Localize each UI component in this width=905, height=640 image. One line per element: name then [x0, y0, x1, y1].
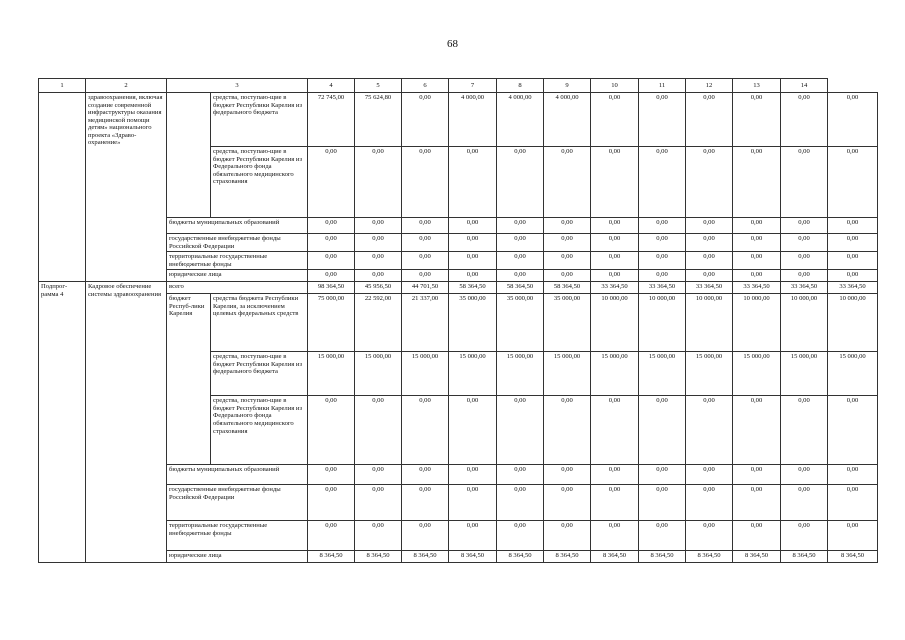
- source-label-cell: территориальные государственные внебюджетные фонды: [167, 252, 308, 270]
- header-cell: 2: [86, 79, 167, 93]
- value-cell: 0,00: [449, 147, 497, 218]
- value-cell: 0,00: [497, 252, 544, 270]
- value-cell: 0,00: [544, 396, 591, 465]
- value-cell: 0,00: [828, 218, 878, 234]
- value-cell: 15 000,00: [828, 352, 878, 396]
- value-cell: 0,00: [449, 396, 497, 465]
- total-label-cell: всего: [167, 282, 308, 294]
- header-cell: 10: [591, 79, 639, 93]
- value-cell: 0,00: [308, 270, 355, 282]
- value-cell: 35 000,00: [544, 294, 591, 352]
- budget-label-cell: бюджет Респуб-лики Карелия: [167, 294, 211, 465]
- value-cell: 8 364,50: [686, 551, 733, 563]
- value-cell: 0,00: [591, 465, 639, 485]
- value-cell: 0,00: [308, 485, 355, 521]
- header-cell: 1: [39, 79, 86, 93]
- value-cell: 0,00: [308, 465, 355, 485]
- value-cell: 0,00: [781, 521, 828, 551]
- value-cell: 0,00: [686, 465, 733, 485]
- value-cell: 0,00: [402, 521, 449, 551]
- source-label-cell: средства, поступаю-щие в бюджет Республики Карелия из Федерального фонда обязательного медицинского страхования: [211, 396, 308, 465]
- value-cell: 0,00: [591, 93, 639, 147]
- subprogram-cell: Подпрог-рамма 4: [39, 282, 86, 563]
- value-cell: 0,00: [781, 234, 828, 252]
- value-cell: 0,00: [828, 521, 878, 551]
- value-cell: 0,00: [781, 270, 828, 282]
- value-cell: 45 956,50: [355, 282, 402, 294]
- value-cell: 0,00: [828, 234, 878, 252]
- value-cell: 0,00: [686, 252, 733, 270]
- value-cell: 75 000,00: [308, 294, 355, 352]
- value-cell: 10 000,00: [781, 294, 828, 352]
- value-cell: 0,00: [402, 270, 449, 282]
- header-cell: 3: [167, 79, 308, 93]
- value-cell: 33 364,50: [781, 282, 828, 294]
- value-cell: 0,00: [591, 252, 639, 270]
- value-cell: 0,00: [733, 396, 781, 465]
- value-cell: 15 000,00: [733, 352, 781, 396]
- value-cell: 0,00: [449, 465, 497, 485]
- value-cell: 8 364,50: [497, 551, 544, 563]
- header-cell: 5: [355, 79, 402, 93]
- value-cell: 8 364,50: [308, 551, 355, 563]
- value-cell: 0,00: [402, 485, 449, 521]
- source-label-cell: средства бюджета Республики Карелия, за исключением целевых федеральных средств: [211, 294, 308, 352]
- value-cell: 33 364,50: [639, 282, 686, 294]
- value-cell: 0,00: [449, 270, 497, 282]
- header-row: [39, 79, 878, 93]
- program-cell: [39, 93, 86, 282]
- value-cell: 0,00: [355, 521, 402, 551]
- header-cell: 9: [544, 79, 591, 93]
- value-cell: 0,00: [355, 252, 402, 270]
- value-cell: 22 592,00: [355, 294, 402, 352]
- value-cell: 0,00: [544, 521, 591, 551]
- value-cell: 0,00: [449, 521, 497, 551]
- value-cell: 0,00: [497, 485, 544, 521]
- value-cell: 0,00: [402, 465, 449, 485]
- value-cell: 10 000,00: [686, 294, 733, 352]
- value-cell: 15 000,00: [497, 352, 544, 396]
- value-cell: 0,00: [639, 93, 686, 147]
- value-cell: 10 000,00: [733, 294, 781, 352]
- value-cell: 0,00: [639, 485, 686, 521]
- value-cell: 0,00: [355, 396, 402, 465]
- source-label-cell: средства, поступаю-щие в бюджет Республики Карелия из федерального бюджета: [211, 352, 308, 396]
- value-cell: 0,00: [308, 521, 355, 551]
- header-cell: 13: [733, 79, 781, 93]
- value-cell: 0,00: [733, 521, 781, 551]
- value-cell: 10 000,00: [591, 294, 639, 352]
- value-cell: 0,00: [355, 270, 402, 282]
- value-cell: 0,00: [733, 218, 781, 234]
- page-number: 68: [447, 38, 458, 50]
- value-cell: 0,00: [497, 396, 544, 465]
- value-cell: 10 000,00: [828, 294, 878, 352]
- value-cell: 0,00: [591, 521, 639, 551]
- value-cell: 44 701,50: [402, 282, 449, 294]
- value-cell: 0,00: [733, 93, 781, 147]
- value-cell: 8 364,50: [781, 551, 828, 563]
- value-cell: 8 364,50: [639, 551, 686, 563]
- header-cell: 12: [686, 79, 733, 93]
- value-cell: 4 000,00: [544, 93, 591, 147]
- activity-name-cell: здравоохранения, включая создание современной инфраструктуры оказания медицинской помощи детям» национального проекта «Здраво-охранение»: [86, 93, 167, 282]
- value-cell: 0,00: [686, 218, 733, 234]
- value-cell: 0,00: [449, 234, 497, 252]
- value-cell: 0,00: [781, 485, 828, 521]
- header-cell: 8: [497, 79, 544, 93]
- value-cell: 0,00: [733, 465, 781, 485]
- value-cell: 0,00: [497, 521, 544, 551]
- value-cell: 21 337,00: [402, 294, 449, 352]
- value-cell: 15 000,00: [449, 352, 497, 396]
- value-cell: 0,00: [781, 218, 828, 234]
- value-cell: 8 364,50: [828, 551, 878, 563]
- value-cell: 8 364,50: [733, 551, 781, 563]
- value-cell: 0,00: [591, 396, 639, 465]
- source-label-cell: средства, поступаю-щие в бюджет Республики Карелия из федерального бюджета: [211, 93, 308, 147]
- value-cell: 0,00: [639, 270, 686, 282]
- value-cell: 0,00: [449, 485, 497, 521]
- value-cell: 0,00: [639, 218, 686, 234]
- value-cell: 58 364,50: [544, 282, 591, 294]
- value-cell: 0,00: [355, 218, 402, 234]
- subprogram-name-cell: Кадровое обеспечение системы здравоохранения: [86, 282, 167, 563]
- header-cell: 4: [308, 79, 355, 93]
- value-cell: 0,00: [497, 465, 544, 485]
- value-cell: 0,00: [828, 147, 878, 218]
- value-cell: 58 364,50: [497, 282, 544, 294]
- value-cell: 0,00: [639, 252, 686, 270]
- value-cell: 0,00: [828, 485, 878, 521]
- value-cell: 0,00: [639, 147, 686, 218]
- value-cell: 0,00: [355, 465, 402, 485]
- value-cell: 0,00: [449, 218, 497, 234]
- source-label-cell: средства, поступаю-щие в бюджет Республики Карелия из Федерального фонда обязательного медицинского страхования: [211, 147, 308, 218]
- value-cell: 0,00: [686, 147, 733, 218]
- source-label-cell: государственные внебюджетные фонды Российской Федерации: [167, 234, 308, 252]
- value-cell: 0,00: [497, 218, 544, 234]
- value-cell: 0,00: [781, 93, 828, 147]
- value-cell: 0,00: [733, 234, 781, 252]
- header-cell: 14: [781, 79, 828, 93]
- value-cell: 8 364,50: [402, 551, 449, 563]
- value-cell: 0,00: [828, 252, 878, 270]
- value-cell: 0,00: [781, 396, 828, 465]
- table-row: [39, 93, 878, 147]
- value-cell: 33 364,50: [591, 282, 639, 294]
- value-cell: 4 000,00: [497, 93, 544, 147]
- value-cell: 8 364,50: [355, 551, 402, 563]
- value-cell: 0,00: [402, 252, 449, 270]
- value-cell: 0,00: [591, 147, 639, 218]
- value-cell: 8 364,50: [449, 551, 497, 563]
- value-cell: 0,00: [639, 234, 686, 252]
- value-cell: 0,00: [781, 465, 828, 485]
- value-cell: 0,00: [639, 465, 686, 485]
- value-cell: 0,00: [308, 147, 355, 218]
- value-cell: 0,00: [402, 218, 449, 234]
- source-label-cell: бюджеты муниципальных образований: [167, 465, 308, 485]
- value-cell: 72 745,00: [308, 93, 355, 147]
- value-cell: 0,00: [355, 485, 402, 521]
- value-cell: 0,00: [497, 147, 544, 218]
- value-cell: 0,00: [402, 396, 449, 465]
- value-cell: 0,00: [639, 396, 686, 465]
- value-cell: 0,00: [733, 485, 781, 521]
- header-cell: 11: [639, 79, 686, 93]
- value-cell: 0,00: [686, 270, 733, 282]
- source-label-cell: юридические лица: [167, 270, 308, 282]
- value-cell: 0,00: [544, 147, 591, 218]
- value-cell: 0,00: [591, 234, 639, 252]
- value-cell: 35 000,00: [449, 294, 497, 352]
- value-cell: 15 000,00: [355, 352, 402, 396]
- value-cell: 0,00: [639, 521, 686, 551]
- value-cell: 33 364,50: [828, 282, 878, 294]
- value-cell: 0,00: [733, 252, 781, 270]
- value-cell: 0,00: [402, 234, 449, 252]
- value-cell: 0,00: [402, 93, 449, 147]
- value-cell: 33 364,50: [686, 282, 733, 294]
- header-cell: 7: [449, 79, 497, 93]
- value-cell: 0,00: [828, 270, 878, 282]
- value-cell: 98 364,50: [308, 282, 355, 294]
- source-group-cell: [167, 93, 211, 218]
- value-cell: 0,00: [686, 485, 733, 521]
- source-label-cell: юридические лица: [167, 551, 308, 563]
- source-label-cell: территориальные государственные внебюджетные фонды: [167, 521, 308, 551]
- value-cell: 0,00: [828, 396, 878, 465]
- value-cell: 35 000,00: [497, 294, 544, 352]
- value-cell: 0,00: [308, 234, 355, 252]
- value-cell: 15 000,00: [781, 352, 828, 396]
- value-cell: 0,00: [828, 465, 878, 485]
- value-cell: 0,00: [686, 521, 733, 551]
- value-cell: 0,00: [733, 270, 781, 282]
- value-cell: 0,00: [591, 218, 639, 234]
- value-cell: 0,00: [544, 218, 591, 234]
- value-cell: 0,00: [308, 218, 355, 234]
- value-cell: 15 000,00: [544, 352, 591, 396]
- value-cell: 0,00: [497, 270, 544, 282]
- source-label-cell: бюджеты муниципальных образований: [167, 218, 308, 234]
- budget-table: [38, 78, 878, 563]
- value-cell: 0,00: [686, 234, 733, 252]
- value-cell: 10 000,00: [639, 294, 686, 352]
- value-cell: 0,00: [449, 252, 497, 270]
- value-cell: 0,00: [781, 252, 828, 270]
- value-cell: 4 000,00: [449, 93, 497, 147]
- value-cell: 8 364,50: [544, 551, 591, 563]
- value-cell: 0,00: [591, 270, 639, 282]
- value-cell: 0,00: [544, 234, 591, 252]
- value-cell: 0,00: [355, 147, 402, 218]
- value-cell: 0,00: [733, 147, 781, 218]
- value-cell: 0,00: [308, 252, 355, 270]
- value-cell: 75 624,80: [355, 93, 402, 147]
- value-cell: 15 000,00: [686, 352, 733, 396]
- value-cell: 0,00: [686, 93, 733, 147]
- value-cell: 15 000,00: [591, 352, 639, 396]
- source-label-cell: государственные внебюджетные фонды Российской Федерации: [167, 485, 308, 521]
- value-cell: 15 000,00: [639, 352, 686, 396]
- value-cell: 0,00: [497, 234, 544, 252]
- value-cell: 0,00: [355, 234, 402, 252]
- value-cell: 0,00: [686, 396, 733, 465]
- value-cell: 0,00: [591, 485, 639, 521]
- value-cell: 8 364,50: [591, 551, 639, 563]
- value-cell: 0,00: [544, 485, 591, 521]
- value-cell: 33 364,50: [733, 282, 781, 294]
- value-cell: 15 000,00: [308, 352, 355, 396]
- value-cell: 0,00: [402, 147, 449, 218]
- value-cell: 0,00: [781, 147, 828, 218]
- header-cell: 6: [402, 79, 449, 93]
- value-cell: 0,00: [544, 270, 591, 282]
- value-cell: 0,00: [308, 396, 355, 465]
- value-cell: 15 000,00: [402, 352, 449, 396]
- value-cell: 0,00: [544, 252, 591, 270]
- value-cell: 0,00: [544, 465, 591, 485]
- value-cell: 0,00: [828, 93, 878, 147]
- value-cell: 58 364,50: [449, 282, 497, 294]
- table-row: [39, 282, 878, 294]
